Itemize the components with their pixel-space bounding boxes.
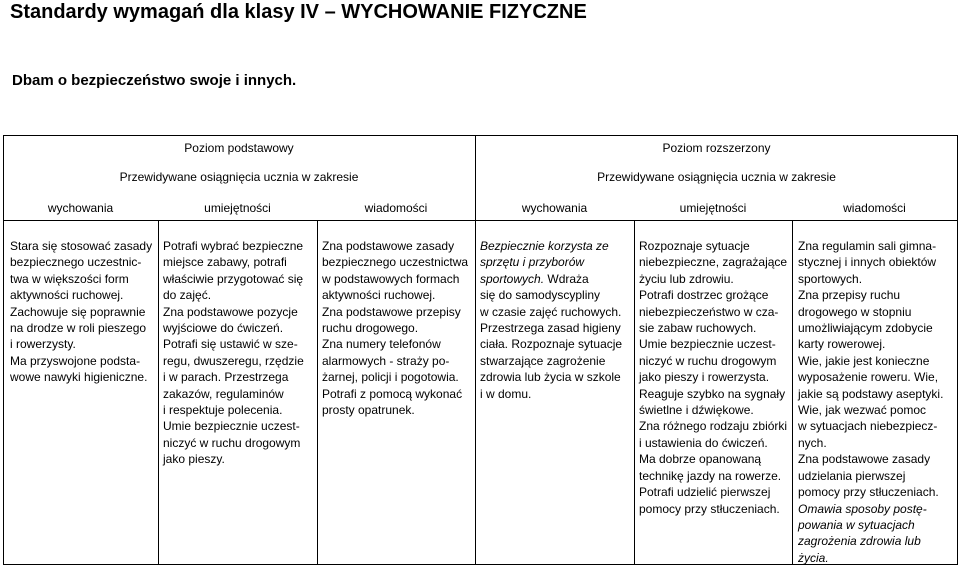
cell-line: i w domu. — [480, 386, 532, 401]
cell-line: alarmowych - straży po- — [322, 353, 450, 368]
cell-line: Umie bezpiecznie uczest- — [163, 419, 300, 434]
cell-extended-knowledge — [798, 238, 955, 566]
cell-line: w sytuacjach niebezpiecz- — [798, 419, 938, 434]
cell-extended-upbringing — [480, 238, 632, 402]
document-subtitle: Dbam o bezpieczeństwo swoje i innych. — [12, 72, 297, 89]
level-extended-subheader: Przewidywane osiągnięcia ucznia w zakresie — [597, 170, 836, 184]
cell-line: w czasie zajęć ruchowych. — [480, 304, 622, 319]
cell-line: Zna podstawowe zasady — [798, 452, 931, 467]
table-rule-columns — [3, 220, 958, 221]
cell-line: Wie, jak wezwać pomoc — [798, 403, 927, 418]
cell-line: Zna regulamin sali gimna- — [798, 239, 937, 253]
cell-line: Stara się stosować zasady — [10, 239, 153, 253]
cell-line: żarnej, policji i pogotowia. — [322, 370, 459, 385]
cell-basic-skills — [163, 238, 315, 468]
cell-line: Zna różnego rodzaju zbiórki — [639, 419, 788, 434]
cell-line: udzielania pierwszej — [798, 468, 906, 483]
cell-line: Zna przepisy ruchu — [798, 288, 901, 303]
cell-basic-upbringing — [10, 238, 156, 386]
column-header: wiadomości — [843, 201, 906, 215]
cell-line: powania w sytuacjach — [798, 517, 915, 532]
cell-line: Zna podstawowe pozycje — [163, 304, 298, 319]
cell-line: prosty opatrunek. — [322, 403, 415, 418]
column-divider — [792, 220, 793, 565]
column-divider — [317, 220, 318, 565]
cell-line: Potrafi wybrać bezpieczne — [163, 239, 304, 253]
cell-line: Przestrzega zasad higieny — [480, 321, 621, 336]
cell-line: aktywności ruchowej. — [10, 288, 124, 303]
column-header: wiadomości — [364, 201, 428, 215]
cell-line: stwarzające zagrożenie — [480, 353, 606, 368]
cell-line: bezpiecznego uczestnic- — [10, 255, 142, 270]
cell-line: ruchu drogowego. — [322, 321, 419, 336]
cell-line: nych. — [798, 435, 827, 450]
cell-line: niczyć w ruchu drogowym — [163, 435, 301, 450]
cell-line: wyposażenie roweru. Wie, — [798, 370, 939, 385]
cell-line: umożliwiającym zdobycie — [798, 321, 933, 336]
cell-line: na drodze w roli pieszego — [10, 321, 147, 336]
cell-line: zagrożenia zdrowia lub — [798, 534, 921, 549]
cell-line-part: Wdraża — [547, 271, 589, 286]
cell-line: sprzętu i przyborów — [480, 255, 585, 270]
cell-line: niebezpieczeństwo w cza- — [639, 304, 779, 319]
cell-line: wowe nawyki higieniczne. — [10, 370, 148, 385]
cell-extended-skills — [639, 238, 790, 517]
column-divider — [634, 220, 635, 565]
cell-line: życia. — [798, 550, 829, 565]
cell-line: Umie bezpiecznie uczest- — [639, 337, 776, 352]
requirements-table — [3, 135, 958, 565]
cell-line: pomocy przy stłuczeniach. — [798, 485, 939, 500]
cell-line: miejsce zabawy, potrafi — [163, 255, 287, 270]
cell-line: do zajęć. — [163, 288, 212, 303]
cell-line: bezpiecznego uczestnictwa — [322, 255, 469, 270]
column-header: umiejętności — [204, 201, 271, 215]
column-header: wychowania — [47, 201, 114, 215]
cell-line: i respektuje polecenia. — [163, 403, 283, 418]
cell-line: sie zabaw ruchowych. — [639, 321, 757, 336]
cell-line — [480, 271, 632, 287]
cell-line: Wie, jakie jest konieczne — [798, 353, 930, 368]
cell-line: Ma dobrze opanowaną — [639, 452, 762, 467]
cell-line: świetlne i dźwiękowe. — [639, 403, 754, 418]
cell-line: Zna podstawowe przepisy — [322, 304, 461, 319]
cell-line: twa w większości form — [10, 271, 129, 286]
cell-line: zakazów, regulaminów — [163, 386, 284, 401]
cell-line: Rozpoznaje sytuacje — [639, 239, 750, 253]
cell-line: Potrafi dostrzec grożące — [639, 288, 769, 303]
cell-line: stycznej i innych obiektów — [798, 255, 937, 270]
level-basic-header: Poziom podstawowy — [184, 141, 294, 155]
cell-line: Potrafi z pomocą wykonać — [322, 386, 463, 401]
cell-line: Potrafi udzielić pierwszej — [639, 485, 771, 500]
cell-basic-knowledge — [322, 238, 473, 418]
column-header: umiejętności — [679, 201, 747, 215]
level-divider — [475, 135, 476, 565]
column-divider — [158, 220, 159, 565]
cell-line: Zachowuje się poprawnie — [10, 304, 146, 319]
cell-line: sportowych. — [798, 271, 863, 286]
cell-line: i rowerzysty. — [10, 337, 76, 352]
cell-line-part: sportowych. — [480, 271, 545, 286]
cell-line: Potrafi się ustawić w sze- — [163, 337, 298, 352]
cell-line: Bezpiecznie korzysta ze — [480, 239, 609, 253]
cell-line: Zna numery telefonów — [322, 337, 441, 352]
cell-line: właściwie przygotować się — [163, 271, 304, 286]
cell-line: jako pieszy. — [163, 452, 225, 467]
cell-line: życiu lub zdrowiu. — [639, 271, 734, 286]
cell-line: technikę jazdy na rowerze. — [639, 468, 782, 483]
cell-line: ciała. Rozpoznaje sytuacje — [480, 337, 623, 352]
cell-line: aktywności ruchowej. — [322, 288, 436, 303]
cell-line: w podstawowych formach — [322, 271, 460, 286]
cell-line: jako pieszy i rowerzysta. — [639, 370, 770, 385]
cell-line: i ustawienia do ćwiczeń. — [639, 435, 768, 450]
cell-line: karty rowerowej. — [798, 337, 886, 352]
cell-line: regu, dwuszeregu, rzędzie — [163, 353, 304, 368]
cell-line: i w parach. Przestrzega — [163, 370, 289, 385]
document-title: Standardy wymagań dla klasy IV – WYCHOWANIE FIZYCZNE — [10, 1, 587, 23]
cell-line: pomocy przy stłuczeniach. — [639, 501, 780, 516]
cell-line: się do samodyscypliny — [480, 288, 601, 303]
cell-line: Omawia sposoby postę- — [798, 501, 927, 516]
table-border-top — [3, 135, 958, 136]
cell-line: niebezpieczne, zagrażające — [639, 255, 788, 270]
cell-line: Ma przyswojone podsta- — [10, 353, 141, 368]
cell-line: niczyć w ruchu drogowym — [639, 353, 777, 368]
cell-line: jakie są podstawy aseptyki. — [798, 386, 944, 401]
table-border-right — [957, 135, 958, 565]
cell-line: Reaguje szybko na sygnały — [639, 386, 786, 401]
cell-line: Zna podstawowe zasady — [322, 239, 455, 253]
cell-line: drogowego w stopniu — [798, 304, 912, 319]
table-border-left — [3, 135, 4, 565]
level-extended-header: Poziom rozszerzony — [662, 141, 771, 155]
cell-line: wyjściowe do ćwiczeń. — [163, 321, 284, 336]
column-header: wychowania — [521, 201, 588, 215]
level-basic-subheader: Przewidywane osiągnięcia ucznia w zakresie — [119, 170, 359, 184]
cell-line: zdrowia lub życia w szkole — [480, 370, 621, 385]
